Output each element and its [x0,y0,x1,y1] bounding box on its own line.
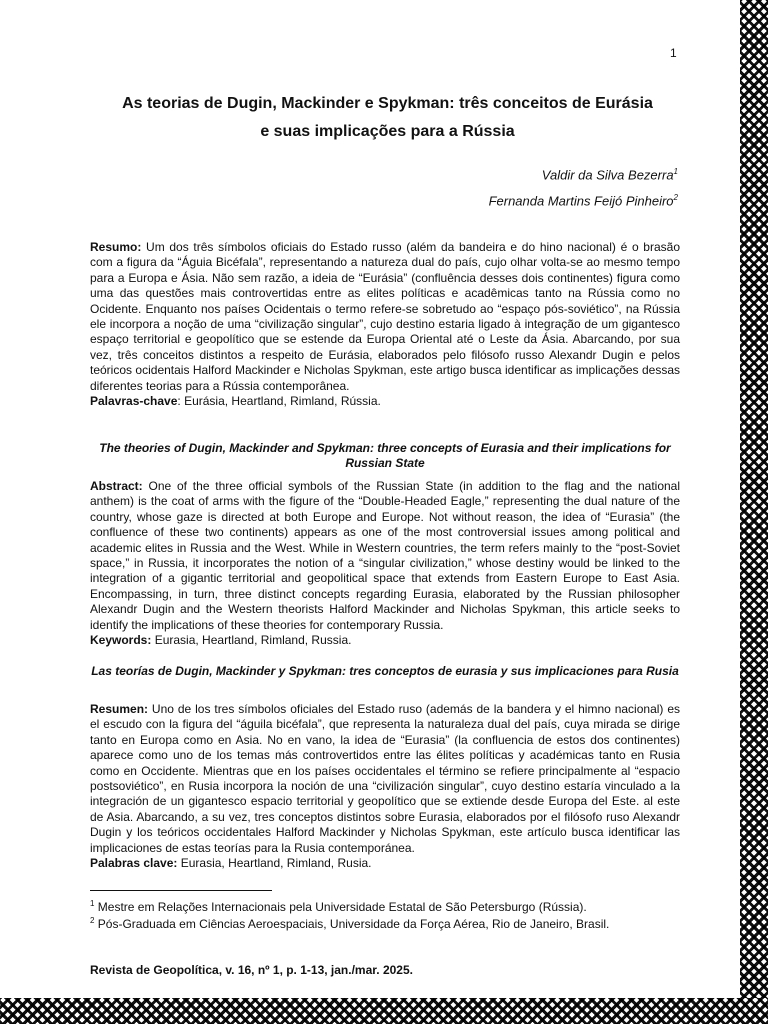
footnote-1 [90,899,587,914]
keywords-line [90,394,680,409]
footnote-marker: 1 [673,167,678,176]
abstract-text: Uno de los tres símbolos oficiales del Estado ruso (además de la bandera y el himno nacional) es el escudo con la figura del “águila bicéfala”, que representa la naturaleza dual del país, cuya mirada se dirige tanto en Europa como en Asia. No en vano, la idea de “Eurasia” (la confluencia de estos dos continentes) aparece como uno de los temas más controvertidos entre las élites políticas y académicas tanto en Rusia como en Occidente. Mientras que en los países occidentales el término se refiere principalmente al “espacio postsoviético”, en Rusia incorpora la noción de una “civilización singular”, cuyo destino estaría vinculado a la integración de un gigantesco espacio territorial y geopolítico que se extiende desde Europa del Este. al este de Asia. Abarcando, a su vez, tres conceptos distintos sobre Eurasia, elaborados por el filósofo ruso Alexandr Dugin y los teóricos occidentales Halford Mackinder y Nicholas Spykman, este artículo busca identificar las implicaciones de estas teorías para la Rusia contemporánea. [90,702,680,855]
keywords-text: : Eurásia, Heartland, Rimland, Rússia. [177,394,381,409]
abstract-text: One of the three official symbols of the Russian State (in addition to the flag and the national anthem) is the coat of arms with the figure of the “Double-Headed Eagle,” representing the dual nature of the country, whose gaze is directed at both Europe and Europe. Not without reason, the idea of “Eurasia” (the confluence of these two continents) appears as one of the most controversial issues among political and academic elites in Russia and the West. While in Western countries, the term refers mainly to the “post-Soviet space,” in Russia, it incorporates the notion of a “singular civilization,” whose destiny would be linked to the integration of a gigantic territorial and geopolitical space that extends from Eastern Europe to East Asia. Encompassing, in turn, three distinct concepts regarding Eurasia, elaborated by the Russian philosopher Alexandr Dugin and the Western theorists Halford Mackinder and Nicholas Spykman, this article seeks to identify the implications of these theories for contemporary Russia. [90,479,680,632]
footnote-2 [90,916,609,931]
abstract-english [90,479,680,648]
footnote-divider [90,890,272,891]
keywords-text: Eurasia, Heartland, Rimland, Russia. [151,633,352,648]
abstract-label: Abstract: [90,479,143,493]
footnote-marker: 1 [90,899,95,908]
footnote-text: Pós-Graduada em Ciências Aeroespaciais, Universidade da Força Aérea, Rio de Janeiro, Brasil. [94,917,610,931]
abstract-text: Um dos três símbolos oficiais do Estado russo (além da bandeira e do hino nacional) é o brasão com a figura da “Águia Bicéfala”, representando a natureza dual do país, cujo olhar volta-se ao mesmo tempo para a Europa e Ásia. Não sem razão, a ideia de “Eurásia” (confluência desses dois continentes) figura como uma das questões mais controvertidas entre as elites políticas e acadêmicas tanto na Rússia como no Ocidente. Enquanto nos países Ocidentais o termo refere-se sobretudo ao “espaço pós-soviético”, na Rússia ele incorpora a noção de uma “civilização singular”, cujo destino estaria ligado à integração de um gigantesco espaço territorial e geopolítico que se estende da Europa Oriental até o Leste da Ásia. Abarcando, por sua vez, três conceitos distintos a respeito de Eurásia, elaborados pelo filósofo russo Alexandr Dugin e pelos teóricos ocidentais Halford Mackinder e Nicholas Spykman, este artigo busca identificar as implicações dessas diferentes teorias para a Rússia contemporânea. [90,240,680,393]
abstract-spanish [90,702,680,871]
english-title: The theories of Dugin, Mackinder and Spykman: three concepts of Eurasia and their implications for Russian State [99,441,671,470]
page-number: 1 [670,46,677,60]
title-line-2: e suas implicações para a Rússia [260,123,515,140]
abstract-label: Resumen: [90,702,149,716]
keywords-text: Eurasia, Heartland, Rimland, Rusia. [177,856,372,871]
author-1 [542,167,678,182]
keywords-line [90,633,680,648]
author-name: Valdir da Silva Bezerra [541,167,674,183]
keywords-label: Palabras clave: [90,856,178,871]
keywords-label: Palavras-chave [90,394,178,409]
journal-citation: Revista de Geopolítica, v. 16, nº 1, p. 1-13, jan./mar. 2025. [90,963,413,977]
keywords-label: Keywords: [90,633,152,648]
article-title [70,90,705,146]
decorative-border-bottom [0,998,768,1024]
decorative-border-right [740,0,768,1024]
title-line-1: As teorias de Dugin, Mackinder e Spykman: três conceitos de Eurásia [122,95,653,112]
footnote-marker: 2 [90,916,95,925]
spanish-title: Las teorías de Dugin, Mackinder y Spykman: tres conceptos de eurasia y sus implicaciones para Rusia [91,664,679,678]
author-name: Fernanda Martins Feijó Pinheiro [488,193,674,209]
author-2 [489,193,678,208]
footnote-text: Mestre em Relações Internacionais pela Universidade Estatal de São Petersburgo (Rússia). [94,900,587,914]
abstract-label: Resumo: [90,240,142,254]
abstract-portuguese [90,240,680,409]
footnote-marker: 2 [673,193,678,202]
keywords-line [90,856,680,871]
